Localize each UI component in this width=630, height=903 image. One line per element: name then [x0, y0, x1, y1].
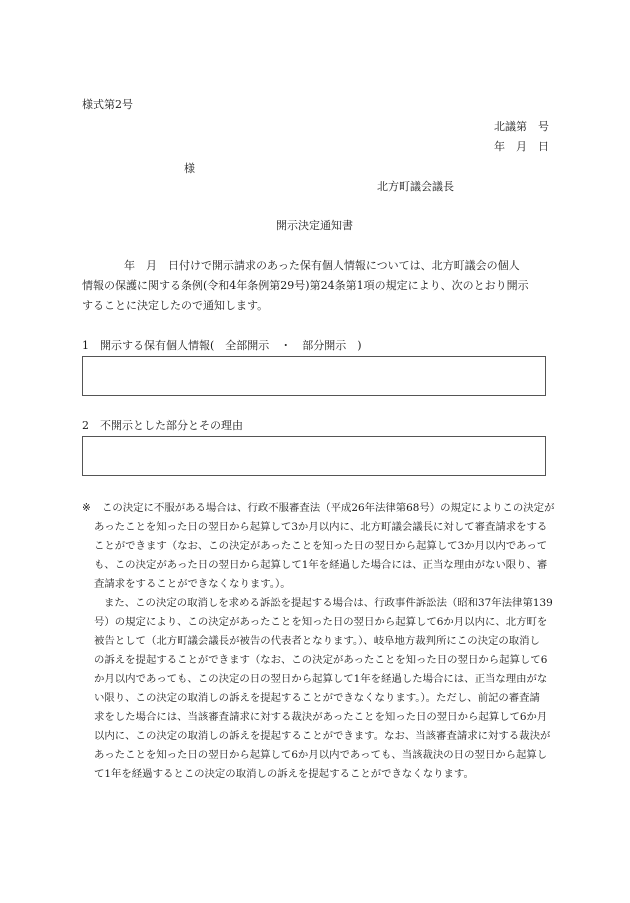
note-line: 査請求をすることができなくなります。）。: [94, 578, 291, 590]
note-line: て1年を経過するとこの決定の取消しの訴えを提起することができなくなります。: [94, 768, 474, 780]
note-line: また、この決定の取消しを求める訴訟を提起する場合は、行政事件訴訟法（昭和37年法律第139: [104, 597, 553, 609]
nondisclosure-reason-box: [82, 436, 546, 476]
section1-label: 1 開示する保有個人情報( 全部開示 ・ 部分開示 ): [82, 339, 362, 352]
note-line: も、この決定があった日の翌日から起算して1年を経過した場合には、正当な理由がない限り、審: [94, 559, 548, 571]
form-label: 様式第2号: [82, 98, 133, 111]
note-line: ことができます（なお、この決定があったことを知った日の翌日から起算して3か月以内であって: [94, 540, 548, 552]
body-line: 情報の保護に関する条例(令和4年条例第29号)第24条第1項の規定により、次のとおり開示: [82, 279, 529, 292]
document-number: 北議第 号: [494, 120, 549, 133]
note-line: この決定に不服がある場合は、行政不服審査法（平成26年法律第68号）の規定によりこの決定が: [102, 502, 555, 514]
document-date: 年 月 日: [494, 140, 549, 153]
note-line: 号）の規定により、この決定があったことを知った日の翌日から起算して6か月以内に、北方町を: [94, 616, 548, 628]
note-line: あったことを知った日の翌日から起算して3か月以内に、北方町議会議長に対して審査請求をする: [94, 521, 548, 533]
note-line: あったことを知った日の翌日から起算して6か月以内であっても、当該裁決の日の翌日から起算し: [94, 749, 548, 761]
note-line: い限り、この決定の取消しの訴えを提起することができなくなります。）。ただし、前記の審査請: [94, 692, 540, 704]
body-line: 年 月 日付けで開示請求のあった保有個人情報については、北方町議会の個人: [124, 259, 520, 272]
note-line: 以内に、この決定の取消しの訴えを提起することができます。なお、当該審査請求に対する裁決が: [94, 730, 551, 742]
note-mark: ※: [82, 502, 91, 514]
issuer-name: 北方町議会議長: [377, 180, 454, 193]
body-line: することに決定したので通知します。: [82, 299, 269, 312]
note-line: の訴えを提起することができます（なお、この決定があったことを知った日の翌日から起算して6: [94, 654, 548, 666]
addressee-label: 様: [184, 162, 195, 175]
note-line: 被告として（北方町議会議長が被告の代表者となります。）、岐阜地方裁判所にこの決定の取消し: [94, 635, 540, 647]
note-line: か月以内であっても、この決定の日の翌日から起算して1年を経過した場合には、正当な理由がな: [94, 673, 548, 685]
note-line: 求をした場合には、当該審査請求に対する裁決があったことを知った日の翌日から起算して6か月: [94, 711, 548, 723]
document-title: 開示決定通知書: [276, 219, 353, 232]
section2-label: 2 不開示とした部分とその理由: [82, 419, 243, 432]
disclosed-info-box: [82, 356, 546, 396]
